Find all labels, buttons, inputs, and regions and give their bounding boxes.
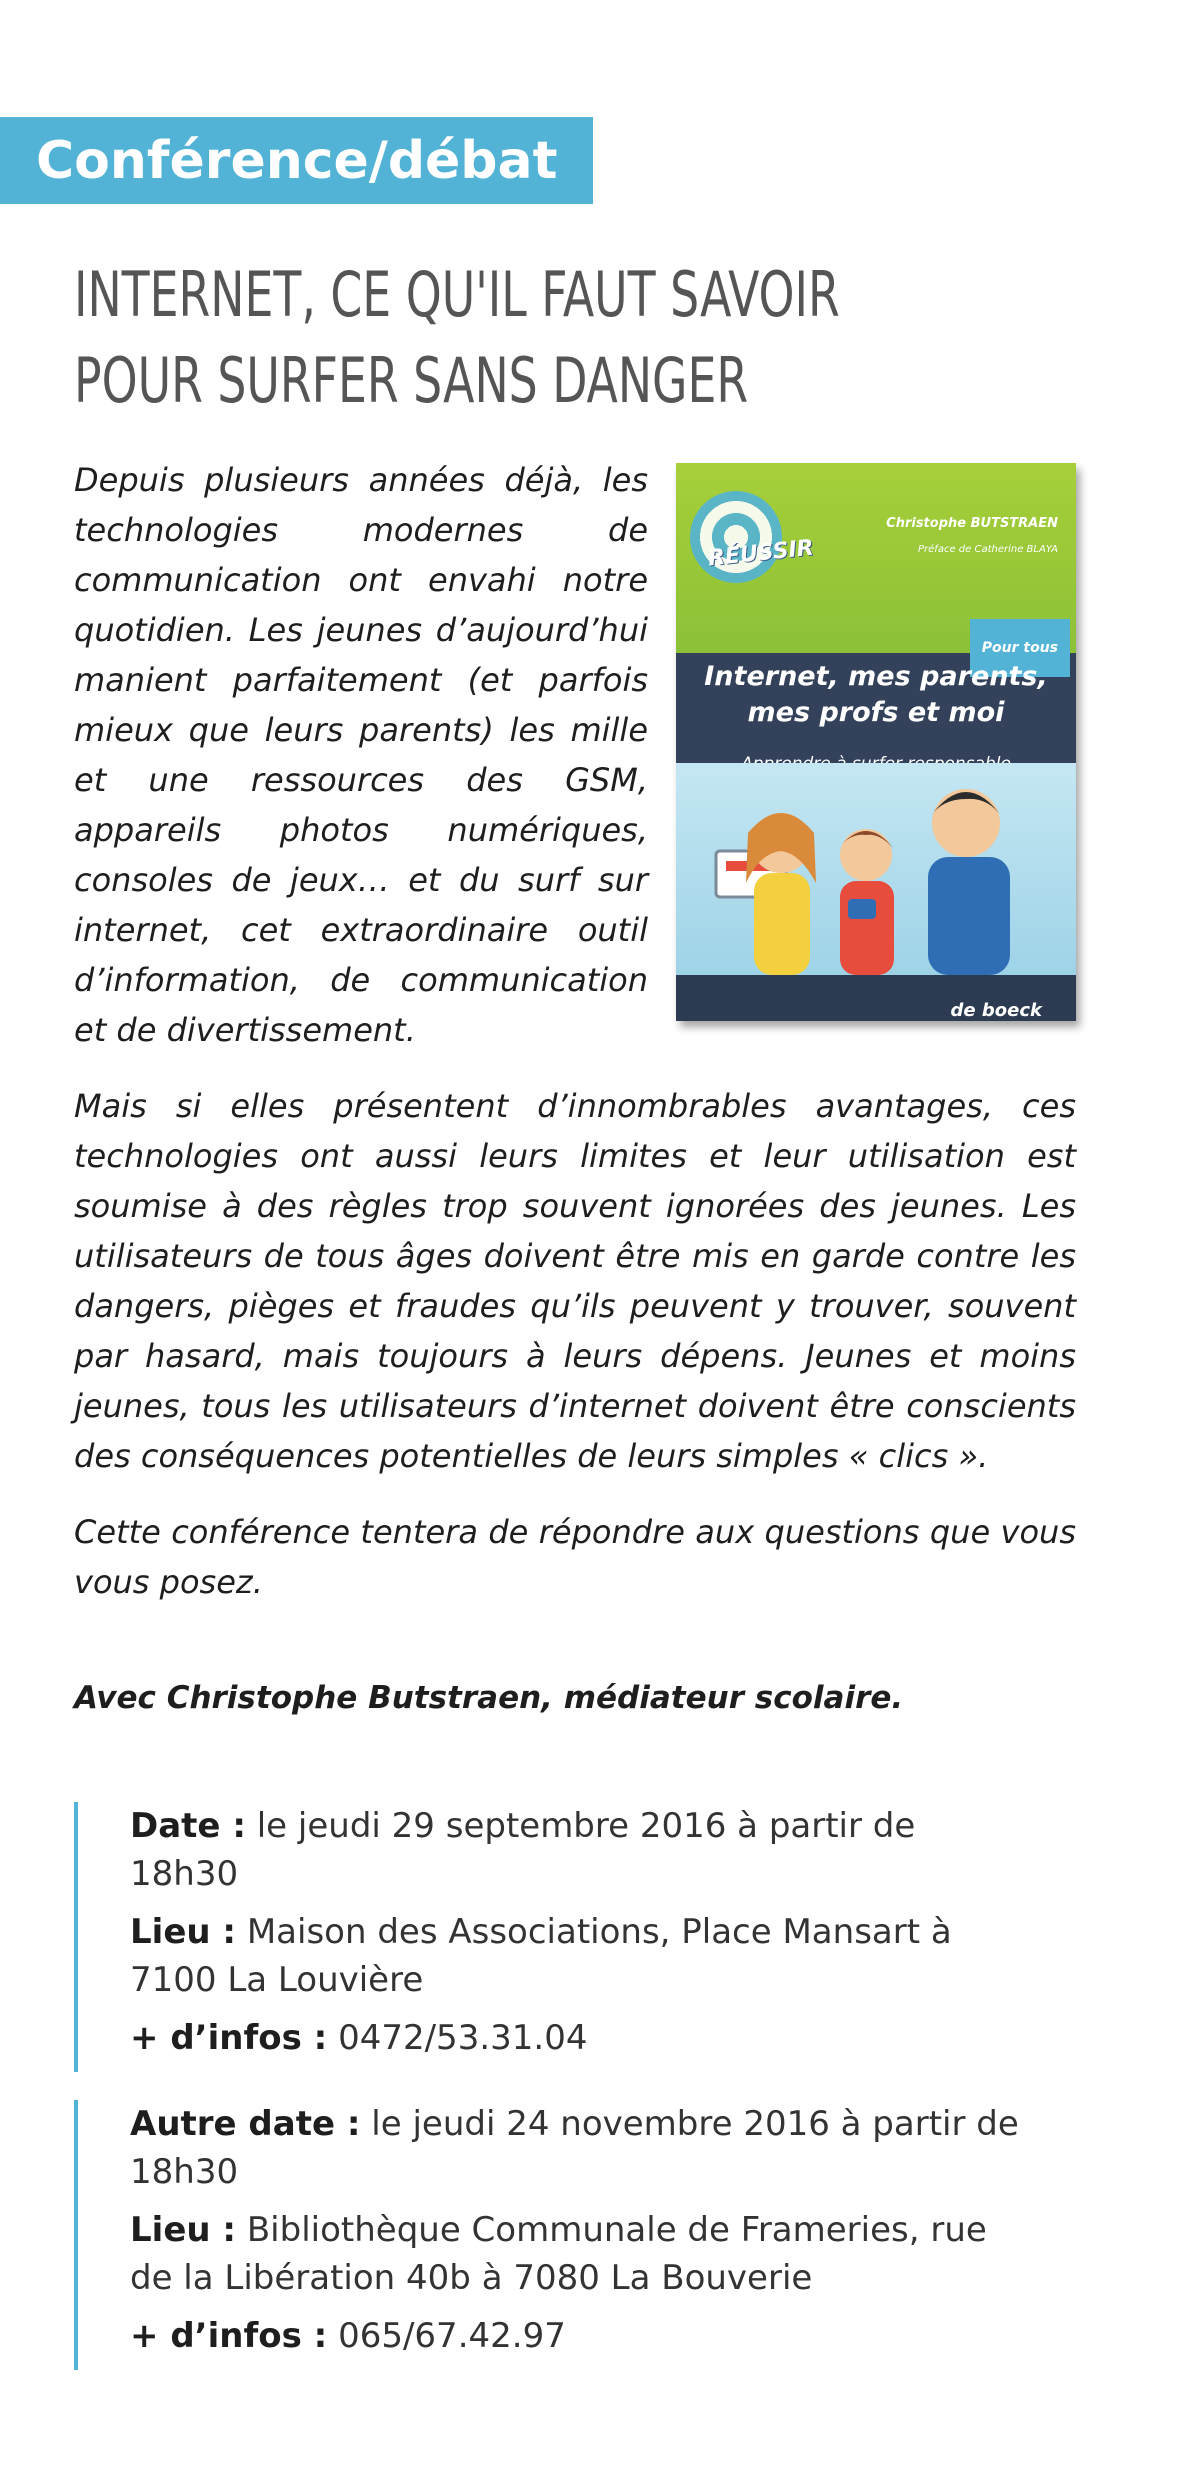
boy-body	[840, 881, 894, 975]
book-cover-image	[676, 463, 1076, 1021]
event-date-label: Date :	[130, 1806, 246, 1846]
cover-title-line-2: mes profs et moi	[747, 697, 1005, 728]
cover-author: Christophe BUTSTRAEN	[886, 516, 1058, 531]
event-info-label: + d’infos :	[130, 2018, 328, 2058]
girl-body	[754, 873, 810, 975]
event-date-row	[130, 2100, 1030, 2196]
event-date-value: le jeudi 24 novembre 2016 à partir de 18h30	[130, 2104, 1019, 2192]
title-line-2: POUR SURFER SANS DANGER	[74, 344, 749, 417]
event-info-row	[130, 2014, 1030, 2062]
event-date-value: le jeudi 29 septembre 2016 à partir de 18h30	[130, 1806, 916, 1894]
event-details-2	[74, 2100, 1030, 2370]
category-label: Conférence/débat	[36, 130, 558, 191]
category-badge	[0, 117, 593, 204]
cover-series: RÉUSSIR	[706, 535, 815, 572]
title-line-1: INTERNET, CE QU'IL FAUT SAVOIR	[74, 258, 840, 331]
page-title	[74, 252, 840, 424]
event-info-row	[130, 2312, 1030, 2360]
cover-title-line-1: Internet, mes parents,	[704, 661, 1048, 692]
event-details-1	[74, 1802, 1030, 2072]
event-date-row	[130, 1802, 1030, 1898]
event-place-label: Lieu :	[130, 1912, 237, 1952]
event-info-value: 0472/53.31.04	[338, 2018, 588, 2058]
event-place-label: Lieu :	[130, 2210, 237, 2250]
paragraph-3: Cette conférence tentera de répondre aux questions que vous vous posez.	[74, 1513, 1076, 1601]
cover-preface: Préface de Catherine BLAYA	[918, 544, 1058, 555]
event-date-label: Autre date :	[130, 2104, 361, 2144]
article-body	[74, 455, 1076, 1633]
event-place-value: Maison des Associations, Place Mansart à 7100 La Louvière	[130, 1912, 952, 2000]
man-body	[928, 857, 1010, 975]
event-place-row	[130, 1908, 1030, 2004]
boy-face	[840, 829, 892, 881]
cover-title	[676, 659, 1076, 731]
event-info-value: 065/67.42.97	[338, 2316, 566, 2356]
man-face	[932, 789, 1000, 857]
event-place-value: Bibliothèque Communale de Frameries, rue de la Libération 40b à 7080 La Bouverie	[130, 2210, 987, 2298]
event-place-row	[130, 2206, 1030, 2302]
cover-publisher: de boeck	[950, 1000, 1042, 1021]
paragraph-2: Mais si elles présentent d’innombrables avantages, ces technologies ont aussi leurs limites et leur utilisation est soumise à des règles trop souvent ignorées des jeunes. Les utilisateurs de tous âges doivent être mis en garde contre les dangers, pièges et fraudes qu’ils peuvent y trouver, souvent par hasard, mais toujours à leurs dépens. Jeunes et moins jeunes, tous les utilisateurs d’internet doivent être conscients des conséquences potentielles de leurs simples « clics ».	[74, 1087, 1076, 1475]
speaker-byline: Avec Christophe Butstraen, médiateur scolaire.	[74, 1680, 904, 1716]
cover-illustration	[676, 773, 1076, 975]
phone-icon	[848, 899, 876, 919]
event-info-label: + d’infos :	[130, 2316, 328, 2356]
paragraph-1: Depuis plusieurs années déjà, les technologies modernes de communication ont envahi notre quotidien. Les jeunes d’aujourd’hui manient parfaitement (et parfois mieux que leurs parents) les mille et une ressources des GSM, appareils photos numériques, consoles de jeux… et du surf sur internet, cet extraordinaire outil d’information, de communication et de divertissement.	[74, 461, 648, 1049]
cover-tag: Pour tous	[970, 619, 1070, 677]
